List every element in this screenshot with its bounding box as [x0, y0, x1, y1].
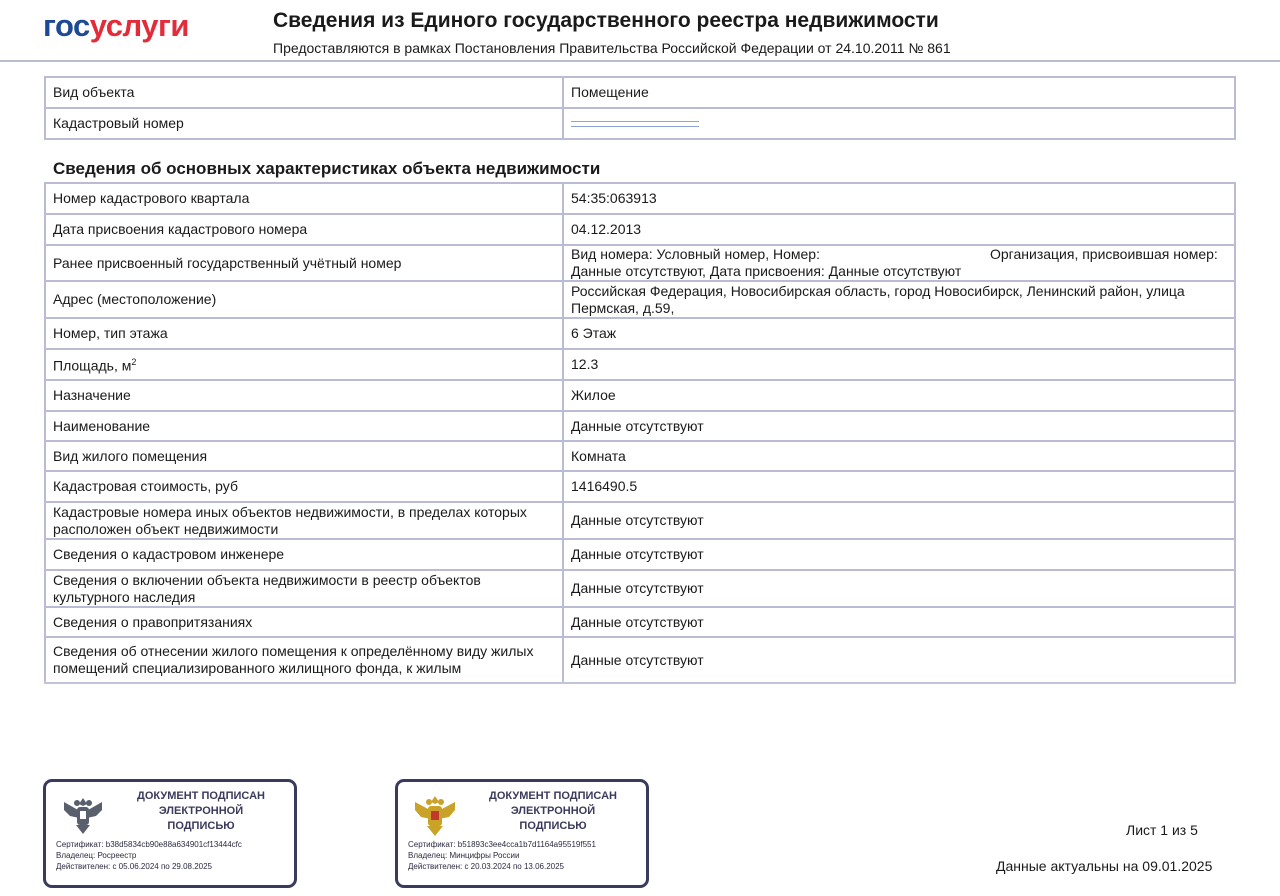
row-value: Данные отсутствуют — [563, 607, 1235, 637]
table-row — [45, 349, 1235, 380]
header-divider — [0, 60, 1280, 62]
table-row — [45, 281, 1235, 318]
eagle-emblem-icon — [60, 792, 106, 840]
stamp-owner: Владелец: Росреестр — [56, 851, 137, 860]
characteristics-table — [44, 182, 1236, 684]
table-row — [45, 108, 1235, 139]
row-label: Кадастровые номера иных объектов недвижимости, в пределах которых расположен объект недвижимости — [45, 502, 563, 539]
row-value: 12.3 — [563, 349, 1235, 380]
stamp-certificate: Сертификат: b38d5834cb90e88a634901cf13444cfc — [56, 840, 242, 849]
row-value: 54:35:063913 — [563, 183, 1235, 214]
cadastral-number-redacted — [563, 108, 1235, 139]
signature-stamp-mintsifry — [395, 779, 649, 888]
table-row — [45, 471, 1235, 502]
row-value — [563, 245, 1235, 281]
stamp-validity: Действителен: с 20.03.2024 по 13.06.2025 — [408, 862, 564, 871]
row-value: 6 Этаж — [563, 318, 1235, 349]
stamp-heading — [462, 789, 644, 834]
row-label: Адрес (местоположение) — [45, 281, 563, 318]
document-subtitle: Предоставляются в рамках Постановления Правительства Российской Федерации от 24.10.2011 № 861 — [273, 40, 951, 56]
value-part: Вид номера: Условный номер, Номер: — [571, 246, 820, 262]
row-value: 04.12.2013 — [563, 214, 1235, 245]
row-value: Российская Федерация, Новосибирская область, город Новосибирск, Ленинский район, улица Пермская, д.59, — [563, 281, 1235, 318]
label-text: Площадь, м — [53, 357, 132, 374]
stamp-heading-line: ДОКУМЕНТ ПОДПИСАН — [137, 790, 265, 802]
row-label: Кадастровая стоимость, руб — [45, 471, 563, 502]
table-row — [45, 539, 1235, 570]
table-row — [45, 183, 1235, 214]
table-row — [45, 245, 1235, 281]
stamp-certificate: Сертификат: b51893c3ee4cca1b7d1164a95519f551 — [408, 840, 596, 849]
row-label: Дата присвоения кадастрового номера — [45, 214, 563, 245]
row-value: Данные отсутствуют — [563, 570, 1235, 607]
table-row — [45, 214, 1235, 245]
row-value: Данные отсутствуют — [563, 637, 1235, 683]
value-part: Организация, присвоившая номер: Данные отсутствуют, Дата присвоения: Данные отсутствуют — [571, 246, 1218, 279]
row-value: Данные отсутствуют — [563, 502, 1235, 539]
row-label — [45, 349, 563, 380]
logo-part-uslugi: услуги — [89, 8, 189, 43]
redaction-line — [571, 126, 699, 127]
row-label: Сведения о кадастровом инженере — [45, 539, 563, 570]
row-value: Данные отсутствуют — [563, 411, 1235, 441]
gosuslugi-logo — [43, 8, 189, 44]
row-label: Сведения о правопритязаниях — [45, 607, 563, 637]
page-counter: Лист 1 из 5 — [1126, 822, 1198, 838]
row-label: Вид объекта — [45, 77, 563, 108]
row-value: Данные отсутствуют — [563, 539, 1235, 570]
table-row — [45, 607, 1235, 637]
row-label: Вид жилого помещения — [45, 441, 563, 471]
row-label: Сведения о включении объекта недвижимости в реестр объектов культурного наследия — [45, 570, 563, 607]
table-row — [45, 318, 1235, 349]
stamp-heading-line: ПОДПИСЬЮ — [167, 820, 235, 832]
document-title: Сведения из Единого государственного реестра недвижимости — [273, 9, 939, 32]
stamp-heading-line: ПОДПИСЬЮ — [519, 820, 587, 832]
row-label: Кадастровый номер — [45, 108, 563, 139]
stamp-heading-line: ДОКУМЕНТ ПОДПИСАН — [489, 790, 617, 802]
data-actual-date: Данные актуальны на 09.01.2025 — [996, 858, 1213, 874]
table-row — [45, 411, 1235, 441]
table-row — [45, 380, 1235, 411]
stamp-owner: Владелец: Минцифры России — [408, 851, 520, 860]
row-label: Назначение — [45, 380, 563, 411]
page-cut-fade — [40, 678, 1240, 718]
row-value: 1416490.5 — [563, 471, 1235, 502]
stamp-heading-line: ЭЛЕКТРОННОЙ — [158, 805, 244, 817]
stamp-validity: Действителен: с 05.06.2024 по 29.08.2025 — [56, 862, 212, 871]
logo-part-gos: гос — [43, 8, 90, 43]
row-value: Комната — [563, 441, 1235, 471]
stamp-details — [56, 839, 242, 872]
stamp-details — [408, 839, 596, 872]
table-row — [45, 77, 1235, 108]
table-row — [45, 570, 1235, 607]
table-row — [45, 637, 1235, 683]
row-label: Сведения об отнесении жилого помещения к определённому виду жилых помещений специализированного жилищного фонда, к жилым — [45, 637, 563, 683]
row-label: Наименование — [45, 411, 563, 441]
row-value: Помещение — [563, 77, 1235, 108]
stamp-heading — [110, 789, 292, 834]
redaction-line — [571, 121, 699, 122]
row-label: Номер, тип этажа — [45, 318, 563, 349]
table-row — [45, 502, 1235, 539]
table-row — [45, 441, 1235, 471]
row-label: Номер кадастрового квартала — [45, 183, 563, 214]
section-title: Сведения об основных характеристиках объекта недвижимости — [53, 159, 601, 178]
row-value: Жилое — [563, 380, 1235, 411]
label-superscript: 2 — [131, 357, 137, 368]
stamp-heading-line: ЭЛЕКТРОННОЙ — [510, 805, 596, 817]
row-label: Ранее присвоенный государственный учётный номер — [45, 245, 563, 281]
signature-stamp-rosreestr — [43, 779, 297, 888]
eagle-emblem-icon — [412, 792, 458, 840]
object-table — [44, 76, 1236, 140]
